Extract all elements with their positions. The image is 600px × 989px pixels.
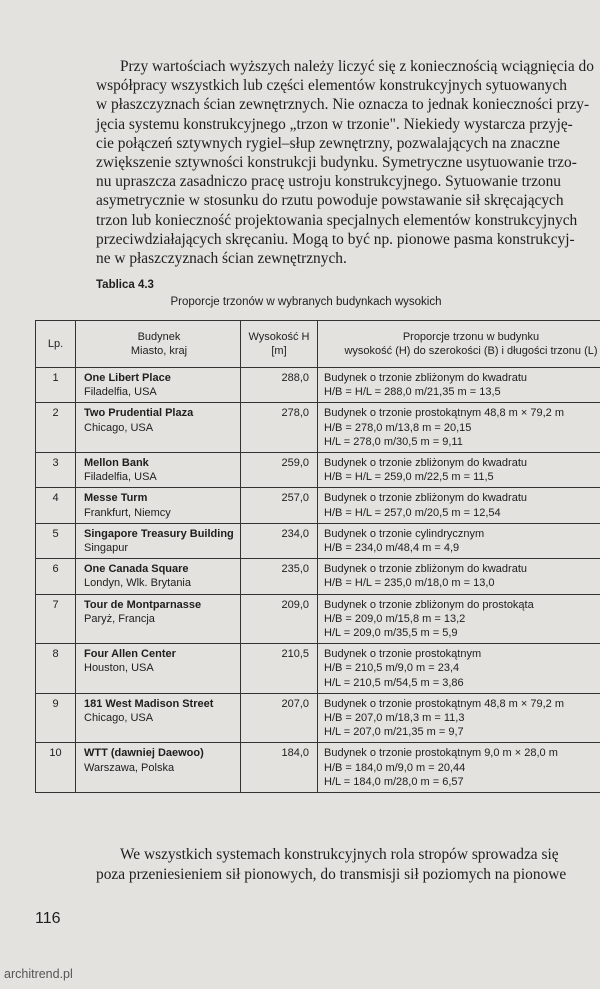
text-line: trzon lub konieczność projektowania specjalnych elementów konstrukcyjnych: [96, 211, 578, 229]
building-height: 207,0: [241, 693, 318, 743]
table-row: [36, 453, 600, 488]
building-name: WTT (dawniej Daewoo): [84, 747, 204, 760]
building-cell: [76, 559, 241, 594]
building-name: 181 West Madison Street: [84, 697, 214, 710]
proportion-line: Budynek o trzonie zbliżonym do kwadratu: [324, 563, 527, 576]
proportion-line: H/B = H/L = 259,0 m/22,5 m = 11,5: [324, 471, 494, 484]
building-height: 234,0: [241, 523, 318, 558]
proportion-line: H/B = H/L = 235,0 m/18,0 m = 13,0: [324, 577, 495, 590]
proportions-cell: [318, 488, 600, 523]
proportions-cell: [318, 453, 600, 488]
table-body: [36, 368, 600, 793]
building-cell: [76, 743, 241, 793]
header-proportions-title: Proporcje trzonu w budynku: [402, 330, 540, 343]
header-proportions-subtitle: wysokość (H) do szerokości (B) i długości trzonu (L): [344, 345, 598, 357]
proportion-line: H/B = H/L = 288,0 m/21,35 m = 13,5: [324, 386, 501, 399]
outro-paragraph: [96, 845, 600, 884]
proportion-line: H/L = 210,5 m/54,5 m = 3,86: [324, 676, 464, 689]
header-building-city: Miasto, kraj: [130, 345, 188, 357]
building-city: Chicago, USA: [84, 421, 154, 434]
proportions-cell: [318, 594, 600, 644]
building-height: 209,0: [241, 594, 318, 644]
proportions-cell: [318, 368, 600, 403]
building-height: 257,0: [241, 488, 318, 523]
building-name: Mellon Bank: [84, 457, 149, 470]
building-city: Londyn, Wlk. Brytania: [84, 577, 191, 590]
proportion-line: Budynek o trzonie prostokątnym 48,8 m × 79,2 m: [324, 697, 564, 710]
proportion-line: H/B = 207,0 m/18,3 m = 11,3: [324, 712, 465, 725]
building-city: Singapur: [84, 542, 129, 555]
proportions-cell: [318, 403, 600, 453]
proportion-line: H/B = 278,0 m/13,8 m = 20,15: [324, 421, 472, 434]
text-line: jęcia systemu konstrukcyjnego „trzon w trzonie". Niekiedy wystarcza przyję-: [96, 115, 573, 133]
table-row: [36, 644, 600, 694]
core-proportions-table: [35, 320, 600, 793]
text-line: współpracy wszystkich lub części elementów konstrukcyjnych sytuowanych: [96, 77, 568, 95]
watermark: architrend.pl: [4, 967, 73, 981]
building-name: Two Prudential Plaza: [84, 407, 194, 420]
proportion-line: H/B = 234,0 m/48,4 m = 4,9: [324, 542, 460, 555]
text-line: cie połączeń sztywnych rygiel–słup zewnętrzny, pozwalających na znaczne: [96, 134, 560, 152]
header-building: [76, 321, 241, 368]
proportion-line: H/L = 207,0 m/21,35 m = 9,7: [324, 726, 464, 739]
row-number: 6: [36, 559, 76, 594]
building-height: 235,0: [241, 559, 318, 594]
proportions-cell: [318, 644, 600, 694]
row-number: 10: [36, 743, 76, 793]
page-number: 116: [35, 910, 61, 927]
building-city: Filadelfia, USA: [84, 471, 157, 484]
building-cell: [76, 594, 241, 644]
building-height: 278,0: [241, 403, 318, 453]
proportion-line: H/B = 209,0 m/15,8 m = 13,2: [324, 612, 466, 625]
building-name: Four Allen Center: [84, 648, 176, 661]
proportion-line: Budynek o trzonie zbliżonym do kwadratu: [324, 372, 527, 384]
building-cell: [76, 644, 241, 694]
building-city: Warszawa, Polska: [84, 761, 175, 774]
proportion-line: H/L = 278,0 m/30,5 m = 9,11: [324, 435, 463, 448]
text-line: We wszystkich systemach konstrukcyjnych rola stropów sprowadza się: [120, 846, 559, 863]
row-number: 8: [36, 644, 76, 694]
proportions-cell: [318, 559, 600, 594]
building-height: 259,0: [241, 453, 318, 488]
building-name: One Canada Square: [84, 563, 189, 576]
building-cell: [76, 368, 241, 403]
row-number: 9: [36, 693, 76, 743]
proportion-line: H/L = 209,0 m/35,5 m = 5,9: [324, 627, 458, 640]
building-cell: [76, 403, 241, 453]
building-name: One Libert Place: [84, 372, 171, 384]
proportions-cell: [318, 743, 600, 793]
text-line: asymetrycznie w stosunku do rzutu powoduje powstawanie sił skręcających: [96, 192, 564, 210]
table-row: [36, 368, 600, 403]
text-line: w płaszczyznach ścian zewnętrznych. Nie oznacza to jednak konieczności przy-: [96, 96, 590, 114]
table-caption: Proporcje trzonów w wybranych budynkach wysokich: [170, 296, 442, 308]
header-proportions: [318, 321, 600, 368]
proportion-line: H/L = 184,0 m/28,0 m = 6,57: [324, 775, 464, 788]
proportion-line: Budynek o trzonie zbliżonym do kwadratu: [324, 492, 527, 505]
proportions-cell: [318, 693, 600, 743]
table-label: Tablica 4.3: [96, 279, 154, 291]
row-number: 3: [36, 453, 76, 488]
building-cell: [76, 523, 241, 558]
proportion-line: H/B = 184,0 m/9,0 m = 20,44: [324, 761, 466, 774]
building-city: Paryż, Francja: [84, 612, 155, 625]
text-line: zwiększenie sztywności konstrukcji budynku. Symetryczne usytuowanie trzo-: [96, 154, 577, 172]
table-row: [36, 488, 600, 523]
proportion-line: H/B = H/L = 257,0 m/20,5 m = 12,54: [324, 506, 501, 519]
building-name: Singapore Treasury Building: [84, 527, 234, 540]
building-name: Tour de Montparnasse: [84, 598, 202, 611]
building-name: Messe Turm: [84, 492, 148, 505]
row-number: 2: [36, 403, 76, 453]
header-height: [241, 321, 318, 368]
building-cell: [76, 453, 241, 488]
header-lp: Lp.: [36, 321, 76, 368]
building-height: 210,5: [241, 644, 318, 694]
proportions-cell: [318, 523, 600, 558]
table-row: [36, 523, 600, 558]
row-number: 7: [36, 594, 76, 644]
proportion-line: Budynek o trzonie zbliżonym do kwadratu: [324, 457, 527, 470]
proportion-line: Budynek o trzonie zbliżonym do prostokąta: [324, 598, 534, 611]
building-city: Frankfurt, Niemcy: [84, 506, 171, 519]
building-cell: [76, 488, 241, 523]
table-row: [36, 594, 600, 644]
intro-paragraph: [96, 57, 600, 268]
building-cell: [76, 693, 241, 743]
text-line: Przy wartościach wyższych należy liczyć się z koniecznością wciągnięcia do: [120, 58, 594, 75]
header-height-unit: [m]: [271, 345, 287, 357]
table-row: [36, 403, 600, 453]
text-line: ne w płaszczyznach ścian zewnętrznych.: [96, 250, 347, 268]
proportion-line: Budynek o trzonie cylindrycznym: [324, 527, 485, 540]
row-number: 1: [36, 368, 76, 403]
row-number: 4: [36, 488, 76, 523]
building-height: 184,0: [241, 743, 318, 793]
building-city: Filadelfia, USA: [84, 386, 157, 399]
table-row: [36, 743, 600, 793]
proportion-line: Budynek o trzonie prostokątnym 9,0 m × 28,0 m: [324, 747, 558, 760]
building-height: 288,0: [241, 368, 318, 403]
building-city: Chicago, USA: [84, 712, 154, 725]
table-row: [36, 693, 600, 743]
proportion-line: Budynek o trzonie prostokątnym 48,8 m × 79,2 m: [324, 407, 564, 420]
text-line: nu upraszcza zasadniczo pracę ustroju konstrukcyjnego. Sytuowanie trzonu: [96, 173, 561, 191]
proportion-line: Budynek o trzonie prostokątnym: [324, 648, 482, 661]
table-header-row: [36, 321, 600, 368]
building-city: Houston, USA: [84, 662, 154, 675]
text-line: poza przeniesieniem sił pionowych, do transmisji sił poziomych na pionowe: [96, 865, 567, 883]
text-line: przeciwdziałających skręcaniu. Mogą to być np. pionowe pasma konstrukcyj-: [96, 230, 575, 248]
header-height-label: Wysokość H: [248, 330, 310, 343]
proportion-line: H/B = 210,5 m/9,0 m = 23,4: [324, 662, 460, 675]
table-row: [36, 559, 600, 594]
header-building-name: Budynek: [137, 330, 181, 343]
row-number: 5: [36, 523, 76, 558]
